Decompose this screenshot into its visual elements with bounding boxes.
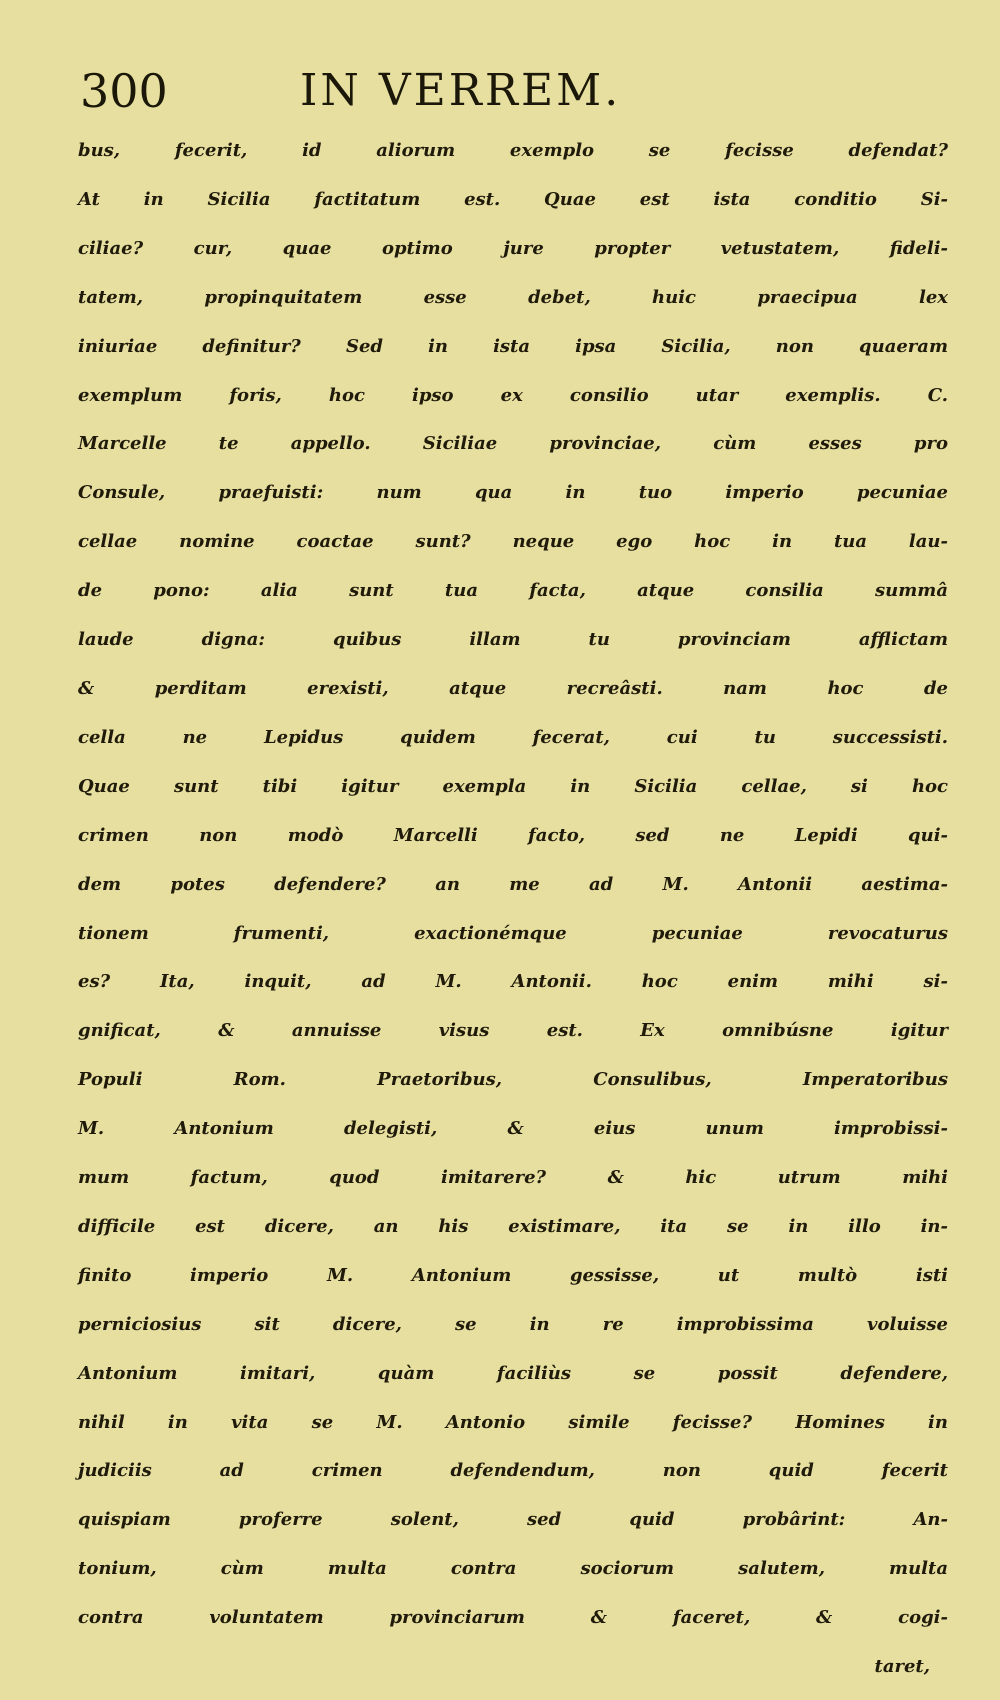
page-header — [80, 66, 940, 116]
page-number: 300 — [80, 64, 168, 118]
text-line: M. Antonium delegisti, & eius unum improbissi- — [78, 1118, 948, 1140]
text-line: dem potes defendere? an me ad M. Antonii aestima- — [78, 873, 948, 895]
text-line: tatem, propinquitatem esse debet, huic praecipua lex — [78, 286, 948, 308]
text-line: cellae nomine coactae sunt? neque ego hoc in tua lau- — [78, 531, 948, 553]
text-line: bus, fecerit, id aliorum exemplo se fecisse defendat? — [78, 140, 948, 161]
text-line: quispiam proferre solent, sed quid probârint: An- — [78, 1509, 948, 1531]
text-line: exemplum foris, hoc ipso ex consilio utar exemplis. C. — [78, 384, 948, 406]
running-head: IN VERREM. — [300, 65, 622, 116]
text-line: Antonium imitari, quàm faciliùs se possit defendere, — [78, 1362, 948, 1384]
text-line: contra voluntatem provinciarum & faceret, & cogi- — [78, 1607, 948, 1629]
text-line: nihil in vita se M. Antonio simile fecisse? Homines in — [78, 1411, 948, 1433]
text-line: de pono: alia sunt tua facta, atque consilia summâ — [78, 580, 948, 602]
text-line: ciliae? cur, quae optimo jure propter vetustatem, fideli- — [78, 237, 948, 259]
text-line: taret, — [874, 1656, 930, 1678]
text-line: finito imperio M. Antonium gessisse, ut multò isti — [78, 1264, 948, 1286]
text-line: crimen non modò Marcelli facto, sed ne Lepidi qui- — [78, 824, 948, 846]
text-line: judiciis ad crimen defendendum, non quid fecerit — [78, 1460, 948, 1482]
text-line: cella ne Lepidus quidem fecerat, cui tu successisti. — [78, 726, 948, 748]
text-line: Consule, praefuisti: num qua in tuo imperio pecuniae — [78, 482, 948, 504]
text-line: tonium, cùm multa contra sociorum salutem, multa — [78, 1558, 948, 1580]
text-line: difficile est dicere, an his existimare, ita se in illo in- — [78, 1215, 948, 1237]
text-line: & perditam erexisti, atque recreâsti. nam hoc de — [78, 677, 948, 699]
text-line: iniuriae definitur? Sed in ista ipsa Sicilia, non quaeram — [78, 335, 948, 357]
text-line: Populi Rom. Praetoribus, Consulibus, Imperatoribus — [78, 1069, 948, 1091]
text-line: es? Ita, inquit, ad M. Antonii. hoc enim mihi si- — [78, 971, 948, 993]
text-line: mum factum, quod imitarere? & hic utrum mihi — [78, 1167, 948, 1189]
body-text — [78, 127, 948, 1692]
text-line: Marcelle te appello. Siciliae provinciae, cùm esses pro — [78, 433, 948, 455]
text-line: laude digna: quibus illam tu provinciam afflictam — [78, 629, 948, 651]
text-line: Quae sunt tibi igitur exempla in Sicilia cellae, si hoc — [78, 775, 948, 797]
text-line: At in Sicilia factitatum est. Quae est ista conditio Si- — [78, 188, 948, 210]
text-line: perniciosius sit dicere, se in re improbissima voluisse — [78, 1313, 948, 1335]
text-line: gnificat, & annuisse visus est. Ex omnibúsne igitur — [78, 1020, 948, 1042]
text-line: tionem frumenti, exactionémque pecuniae revocaturus — [78, 922, 948, 944]
